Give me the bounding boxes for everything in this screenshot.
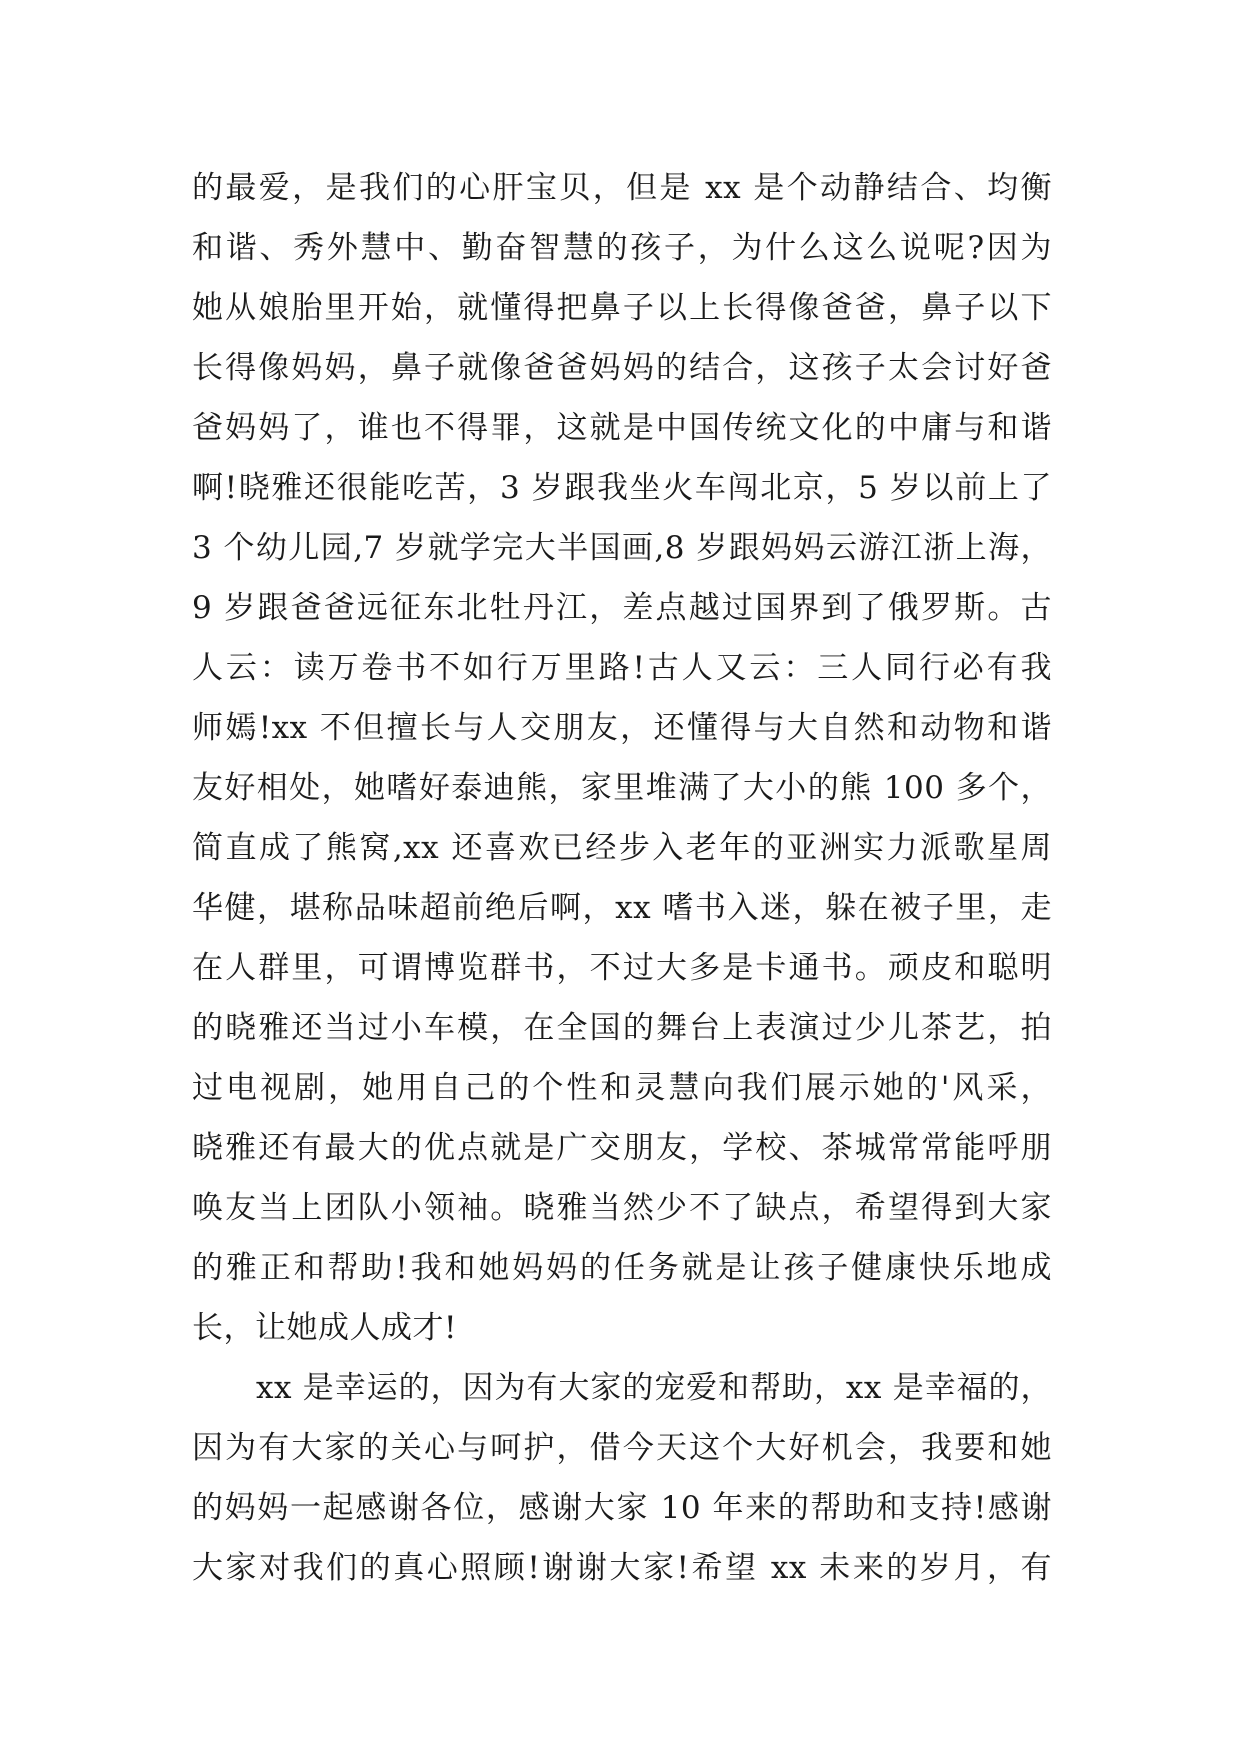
text-line: 大家对我们的真心照顾!谢谢大家!希望 xx 未来的岁月，有 bbox=[192, 1550, 1052, 1586]
text-line: 3 个幼儿园,7 岁就学完大半国画,8 岁跟妈妈云游江浙上海， bbox=[192, 530, 1052, 566]
paragraph-first-line: xx 是幸运的，因为有大家的宠爱和帮助，xx 是幸福的， bbox=[256, 1370, 1052, 1406]
text-line: 的最爱，是我们的心肝宝贝，但是 xx 是个动静结合、均衡 bbox=[192, 170, 1052, 206]
body-text bbox=[192, 158, 1052, 1598]
text-line: 简直成了熊窝,xx 还喜欢已经步入老年的亚洲实力派歌星周 bbox=[192, 830, 1052, 866]
text-line: 爸妈妈了，谁也不得罪，这就是中国传统文化的中庸与和谐 bbox=[192, 410, 1052, 446]
text-line: 因为有大家的关心与呵护，借今天这个大好机会，我要和她 bbox=[192, 1430, 1052, 1466]
text-line: 师嫣!xx 不但擅长与人交朋友，还懂得与大自然和动物和谐 bbox=[192, 710, 1052, 746]
text-line: 的雅正和帮助!我和她妈妈的任务就是让孩子健康快乐地成 bbox=[192, 1250, 1052, 1286]
text-line: 长得像妈妈，鼻子就像爸爸妈妈的结合，这孩子太会讨好爸 bbox=[192, 350, 1052, 386]
text-line: 晓雅还有最大的优点就是广交朋友，学校、茶城常常能呼朋 bbox=[192, 1130, 1052, 1166]
text-line: 她从娘胎里开始，就懂得把鼻子以上长得像爸爸，鼻子以下 bbox=[192, 290, 1052, 326]
text-line: 过电视剧，她用自己的个性和灵慧向我们展示她的'风采， bbox=[192, 1070, 1052, 1106]
text-line: 啊!晓雅还很能吃苦，3 岁跟我坐火车闯北京，5 岁以前上了 bbox=[192, 470, 1052, 506]
text-line: 人云：读万卷书不如行万里路!古人又云：三人同行必有我 bbox=[192, 650, 1052, 686]
text-line: 华健，堪称品味超前绝后啊，xx 嗜书入迷，躲在被子里，走 bbox=[192, 890, 1052, 926]
text-line: 友好相处，她嗜好泰迪熊，家里堆满了大小的熊 100 多个， bbox=[192, 770, 1052, 806]
text-line: 的晓雅还当过小车模，在全国的舞台上表演过少儿茶艺，拍 bbox=[192, 1010, 1052, 1046]
text-line: 和谐、秀外慧中、勤奋智慧的孩子，为什么这么说呢?因为 bbox=[192, 230, 1052, 266]
text-line: 唤友当上团队小领袖。晓雅当然少不了缺点，希望得到大家 bbox=[192, 1190, 1052, 1226]
text-line: 的妈妈一起感谢各位，感谢大家 10 年来的帮助和支持!感谢 bbox=[192, 1490, 1052, 1526]
text-line: 在人群里，可谓博览群书，不过大多是卡通书。顽皮和聪明 bbox=[192, 950, 1052, 986]
text-line: 长，让她成人成才! bbox=[192, 1310, 457, 1346]
text-line: 9 岁跟爸爸远征东北牡丹江，差点越过国界到了俄罗斯。古 bbox=[192, 590, 1052, 626]
